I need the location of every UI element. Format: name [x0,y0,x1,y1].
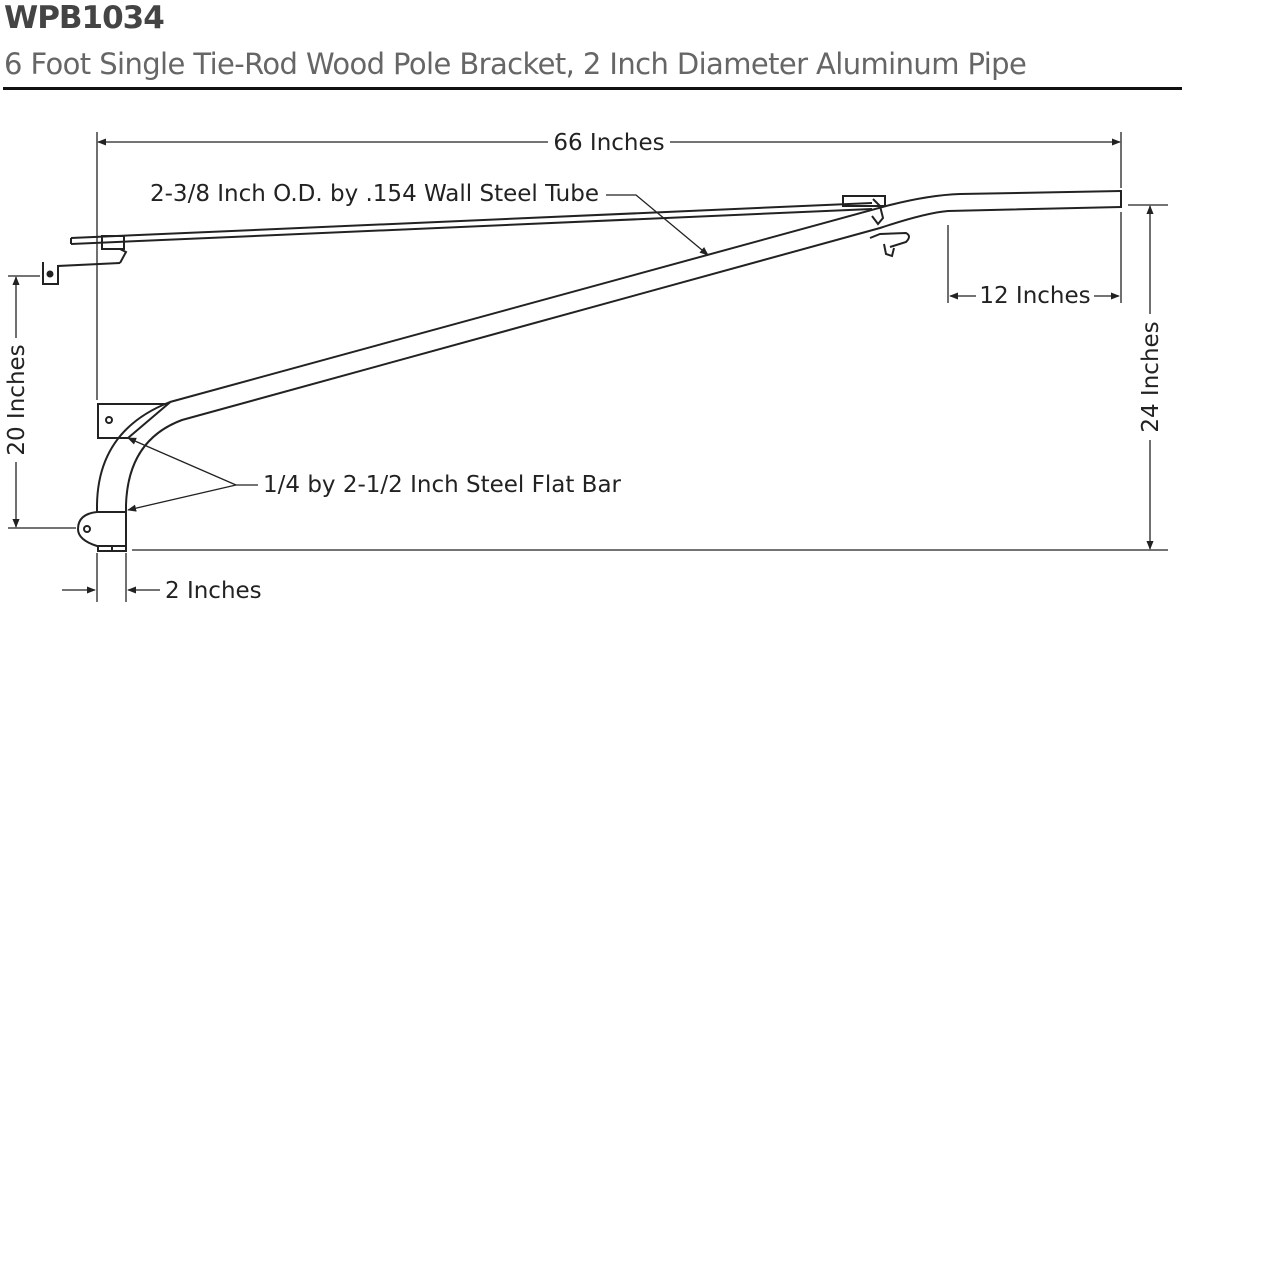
mount-spacing-label: 20 Inches [4,344,30,456]
overall-length-label: 66 Inches [553,130,665,156]
tube-callout: 2-3/8 Inch O.D. by .154 Wall Steel Tube [150,181,599,207]
product-description: 6 Foot Single Tie-Rod Wood Pole Bracket, 2 Inch Diameter Aluminum Pipe [4,47,1027,81]
upper-wall-bracket [43,249,126,284]
tube-inner-edge [126,207,1121,513]
end-straight-label: 12 Inches [979,283,1091,309]
tube-outer-edge [97,191,1121,513]
model-number: WPB1034 [4,0,164,36]
flat-bar-callout: 1/4 by 2-1/2 Inch Steel Flat Bar [263,472,621,498]
bottom-mount [78,512,126,551]
overall-height-label: 24 Inches [1138,321,1164,433]
steel-tube [97,190,1121,513]
tube-offset-label: 2 Inches [165,578,262,604]
